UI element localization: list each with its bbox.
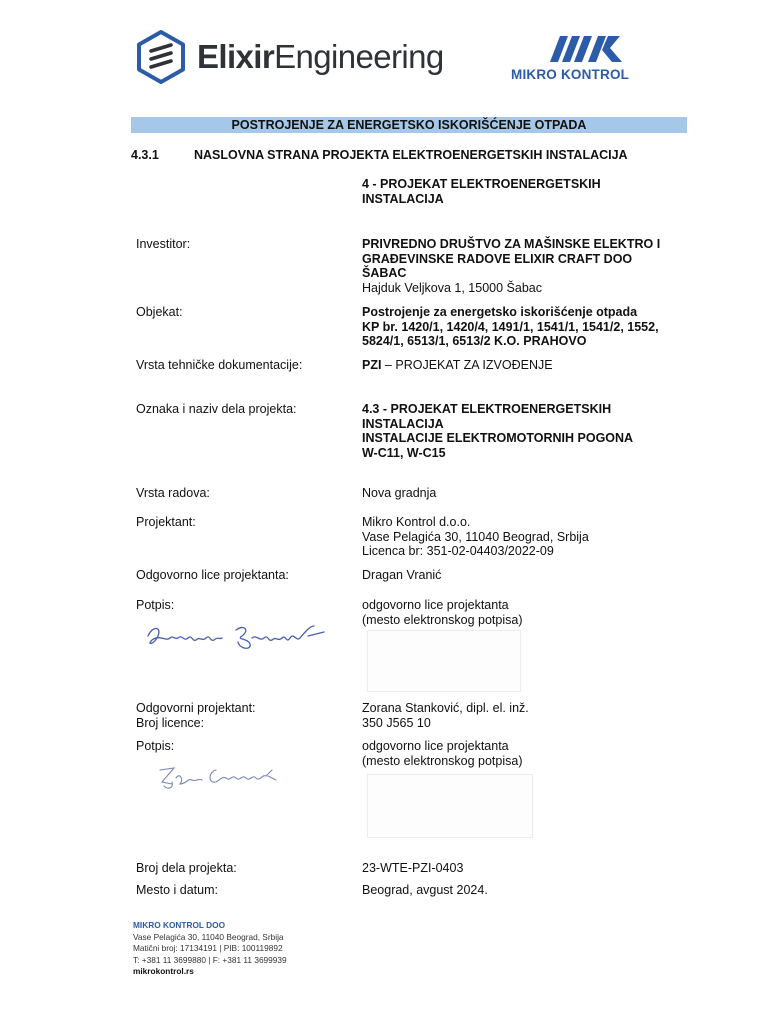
license-number: 350 J565 10 <box>362 715 431 730</box>
project-part-line: INSTALACIJA <box>362 416 444 431</box>
section-title: NASLOVNA STRANA PROJEKTA ELEKTROENERGETSKIH INSTALACIJA <box>194 148 628 162</box>
mikro-kontrol-logo-text: MIKRO KONTROL <box>511 67 630 82</box>
doc-type-value <box>362 358 692 373</box>
footer-website-link[interactable]: mikrokontrol.rs <box>133 966 194 976</box>
electronic-signature-box <box>367 774 533 838</box>
designer-line: Licenca br: 351-02-04403/2022-09 <box>362 544 554 558</box>
place-date-value: Beograd, avgust 2024. <box>362 883 488 897</box>
lead-designer-label <box>136 701 256 730</box>
designer-value <box>362 515 692 559</box>
designer-line: Mikro Kontrol d.o.o. <box>362 515 471 529</box>
designer-label: Projektant: <box>136 515 196 529</box>
object-value <box>362 305 692 349</box>
lead-designer-value <box>362 701 692 730</box>
responsible-person-value: Dragan Vranić <box>362 568 442 582</box>
designer-line: Vase Pelagića 30, 11040 Beograd, Srbija <box>362 529 589 544</box>
handwritten-signature-2 <box>150 760 280 796</box>
signature-note: (mesto elektronskog potpisa) <box>362 612 523 627</box>
signature-note: odgovorno lice projektanta <box>362 739 509 753</box>
project-title-line: INSTALACIJA <box>362 191 444 206</box>
signature-label: Potpis: <box>136 739 175 753</box>
investor-address: Hajduk Veljkova 1, 15000 Šabac <box>362 280 542 295</box>
work-type-value: Nova gradnja <box>362 486 437 500</box>
object-line: Postrojenje za energetsko iskorišćenje otpada <box>362 305 638 319</box>
doc-type-code: PZI <box>362 358 382 372</box>
license-label: Broj licence: <box>136 715 205 730</box>
project-part-label: Oznaka i naziv dela projekta: <box>136 402 297 416</box>
signature-note: odgovorno lice projektanta <box>362 598 509 612</box>
lead-designer-label-line: Odgovorni projektant: <box>136 701 256 715</box>
project-part-line: INSTALACIJE ELEKTROMOTORNIH POGONA <box>362 431 634 445</box>
project-title-line: 4 - PROJEKAT ELEKTROENERGETSKIH <box>362 177 601 191</box>
section-number: 4.3.1 <box>131 148 159 162</box>
elixir-logo-icon <box>133 29 189 85</box>
signature-placeholder-text <box>362 739 692 768</box>
footer-phone: T: +381 11 3699880 | F: +381 11 3699939 <box>133 954 287 965</box>
elixir-logo-text: ElixirEngineering <box>197 38 444 75</box>
footer-company-name: MIKRO KONTROL DOO <box>133 920 226 930</box>
object-line: 5824/1, 6513/1, 6513/2 K.O. PRAHOVO <box>362 334 587 348</box>
signature-label: Potpis: <box>136 598 175 612</box>
part-number-value: 23-WTE-PZI-0403 <box>362 861 464 875</box>
project-part-line: W-C11, W-C15 <box>362 445 446 460</box>
part-number-label: Broj dela projekta: <box>136 861 237 875</box>
investor-value <box>362 237 692 295</box>
mikro-kontrol-logo <box>510 36 660 84</box>
investor-line: PRIVREDNO DRUŠTVO ZA MAŠINSKE ELEKTRO I <box>362 237 661 251</box>
footer-ids: Matični broj: 17134191 | PIB: 100119892 <box>133 943 283 953</box>
project-banner <box>131 117 687 133</box>
lead-designer-name: Zorana Stanković, dipl. el. inž. <box>362 701 529 715</box>
investor-label: Investitor: <box>136 237 191 251</box>
doc-type-text: – PROJEKAT ZA IZVOĐENJE <box>381 358 553 372</box>
footer <box>133 920 287 978</box>
elixir-engineering-logo <box>133 29 444 85</box>
project-part-value <box>362 402 692 460</box>
mikro-kontrol-logo-icon <box>550 36 630 66</box>
investor-line: GRAĐEVINSKE RADOVE ELIXIR CRAFT DOO <box>362 251 633 266</box>
footer-address: Vase Pelagića 30, 11040 Beograd, Srbija <box>133 931 284 942</box>
work-type-label: Vrsta radova: <box>136 486 210 500</box>
handwritten-signature-1 <box>140 616 325 656</box>
object-label: Objekat: <box>136 305 183 319</box>
project-part-line: 4.3 - PROJEKAT ELEKTROENERGETSKIH <box>362 402 612 416</box>
investor-line: ŠABAC <box>362 266 407 280</box>
signature-placeholder-text <box>362 598 692 627</box>
doc-type-label: Vrsta tehničke dokumentacije: <box>136 358 303 372</box>
project-title <box>362 177 692 206</box>
electronic-signature-box <box>367 630 521 692</box>
banner-title: POSTROJENJE ZA ENERGETSKO ISKORIŠĆENJE OTPADA <box>231 118 587 132</box>
responsible-person-label: Odgovorno lice projektanta: <box>136 568 289 582</box>
object-line: KP br. 1420/1, 1420/4, 1491/1, 1541/1, 1541/2, 1552, <box>362 319 659 334</box>
place-date-label: Mesto i datum: <box>136 883 218 897</box>
signature-note: (mesto elektronskog potpisa) <box>362 753 523 768</box>
